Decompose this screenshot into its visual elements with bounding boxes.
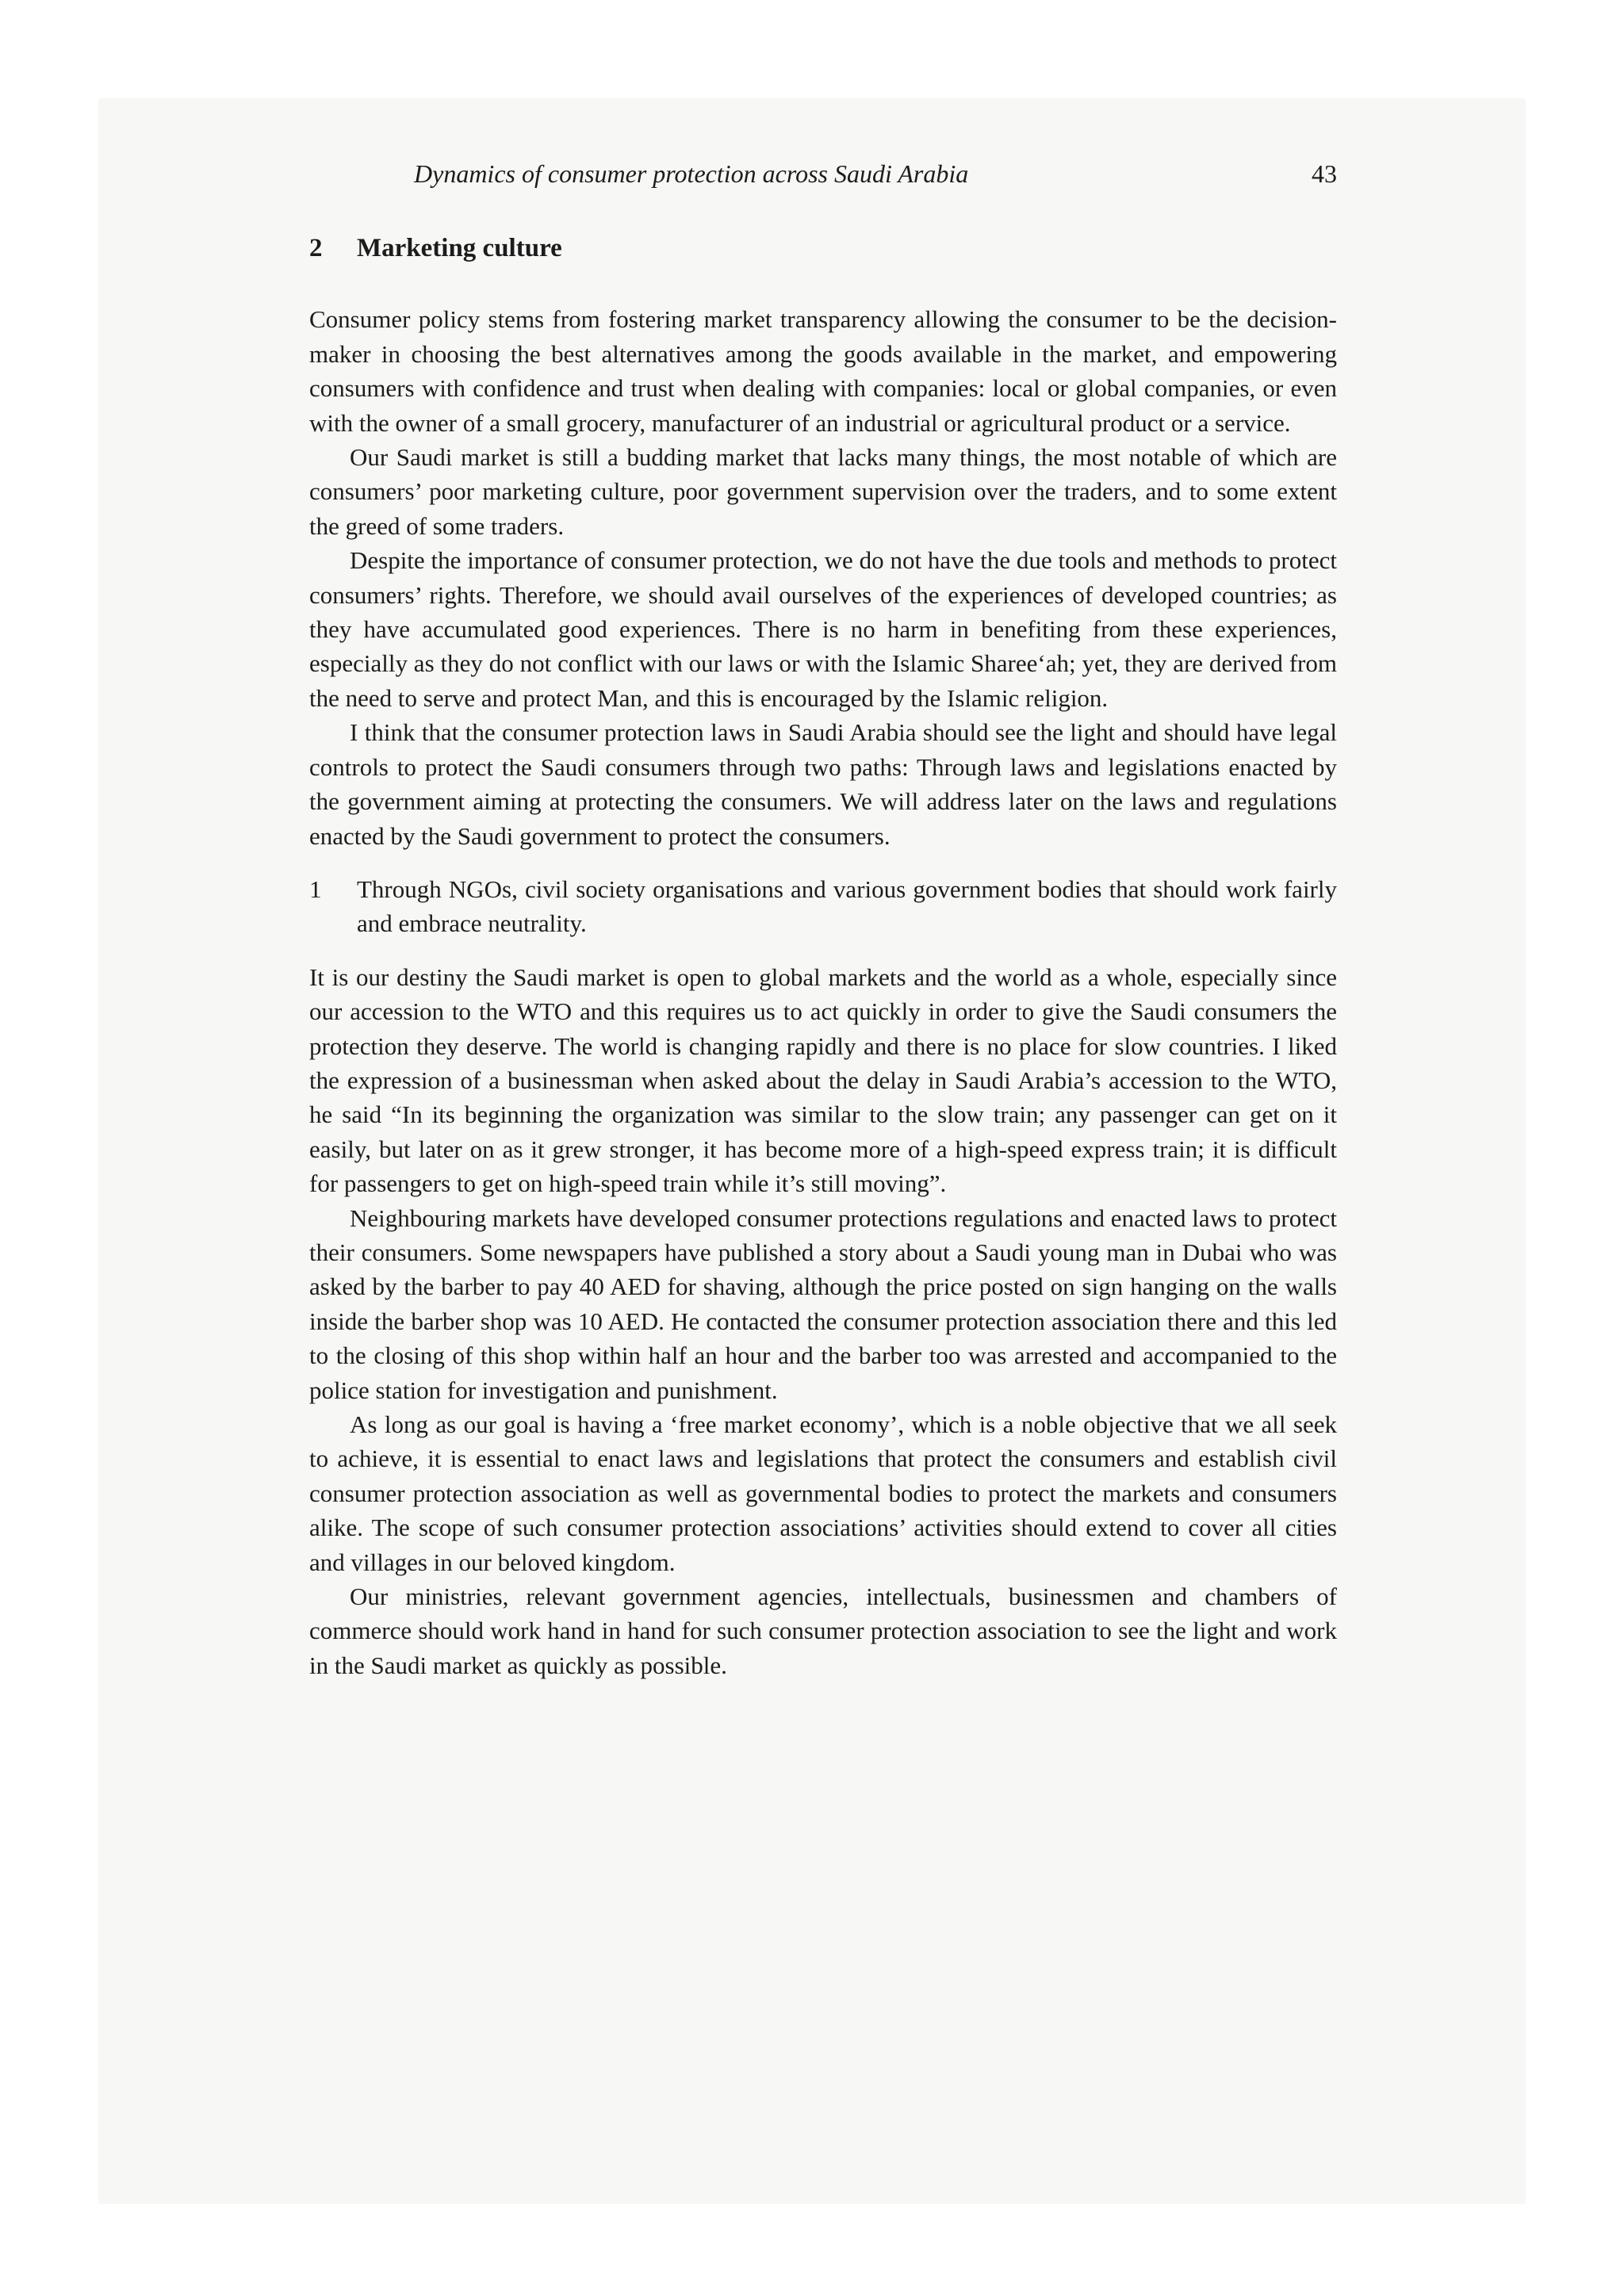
paragraph: I think that the consumer protection laws in Saudi Arabia should see the light and should have legal controls to protect the Saudi consumers through two paths: Through laws and legislations enacted by the government aiming at protecting the consumers. We will address later on the laws and regulations enacted by the Saudi government to protect the consumers.	[309, 718, 1337, 850]
paragraph: It is our destiny the Saudi market is open to global markets and the world as a whole, especially since our accession to the WTO and this requires us to act quickly in order to give the Saudi consumers the protection they deserve. The world is changing rapidly and there is no place for slow countries. I liked the expression of a businessman when asked about the delay in Saudi Arabia’s accession to the WTO, he said “In its beginning the organization was similar to the slow train; any passenger can get on it easily, but later on as it grew stronger, it has become more of a high-speed express train; it is difficult for passengers to get on high-speed train while it’s still moving”.	[309, 962, 1337, 1198]
document-page	[309, 157, 1337, 1682]
list-item-text: Through NGOs, civil society organisations and various government bodies that should work fairly and embrace neutrality.	[357, 874, 1337, 938]
paragraph: Consumer policy stems from fostering market transparency allowing the consumer to be the decision-maker in choosing the best alternatives among the goods available in the market, and empowering consumers with confidence and trust when dealing with companies: local or global companies, or even with the owner of a small grocery, manufacturer of an industrial or agricultural product or a service.	[309, 305, 1337, 437]
list-item-number: 1	[309, 874, 322, 903]
paragraph: As long as our goal is having a ‘free market economy’, which is a noble objective that we all seek to achieve, it is essential to enact laws and legislations that protect the consumers and establish civil consumer protection association as well as governmental bodies to protect the markets and consumers alike. The scope of such consumer protection associations’ activities should extend to cover all cities and villages in our beloved kingdom.	[309, 1410, 1337, 1576]
page-number: 43	[1312, 159, 1337, 188]
paragraph: Neighbouring markets have developed consumer protections regulations and enacted laws to protect their consumers. Some newspapers have published a story about a Saudi young man in Dubai who was asked by the barber to pay 40 AED for shaving, although the price posted on sign hanging on the walls inside the barber shop was 10 AED. He contacted the consumer protection association there and this led to the closing of this shop within half an hour and the barber too was arrested and accompanied to the police station for investigation and punishment.	[309, 1203, 1337, 1404]
section-heading	[309, 232, 1337, 266]
paragraph: Our Saudi market is still a budding market that lacks many things, the most notable of which are consumers’ poor marketing culture, poor government supervision over the traders, and to some extent the greed of some traders.	[309, 443, 1337, 540]
section-number: 2	[309, 234, 323, 262]
section-title: Marketing culture	[357, 234, 562, 262]
list-item	[309, 872, 1337, 941]
running-head-title: Dynamics of consumer protection across Saudi Arabia	[414, 159, 969, 188]
paragraph: Our ministries, relevant government agencies, intellectuals, businessmen and chambers of commerce should work hand in hand for such consumer protection association to see the light and work in the Saudi market as quickly as possible.	[309, 1582, 1337, 1679]
paragraph: Despite the importance of consumer protection, we do not have the due tools and methods to protect consumers’ rights. Therefore, we should avail ourselves of the experiences of developed countries; as they have accumulated good experiences. There is no harm in benefiting from these experiences, especially as they do not conflict with our laws or with the Islamic Sharee‘ah; yet, they are derived from the need to serve and protect Man, and this is encouraged by the Islamic religion.	[309, 546, 1337, 712]
running-head	[309, 157, 1337, 198]
